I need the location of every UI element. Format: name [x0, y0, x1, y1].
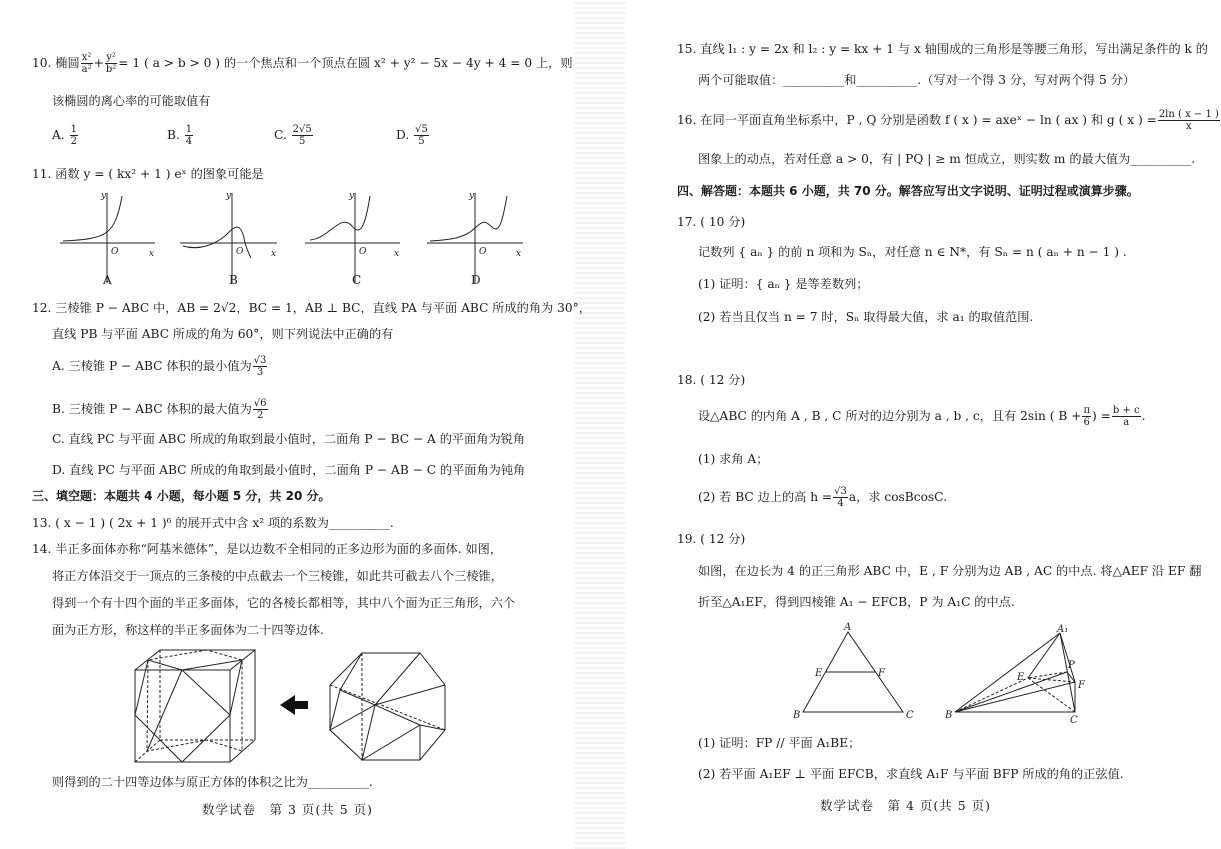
- q14-line2: 将正方体沿交于一顶点的三条棱的中点截去一个三棱锥，如此共可截去八个三棱锥，: [52, 569, 503, 583]
- q14-last: 则得到的二十四等边体与原正方体的体积之比为__________.: [52, 775, 373, 789]
- graph-c-origin: O: [359, 247, 367, 257]
- graph-c-curve: [310, 196, 370, 240]
- q19-line2: 折至△A₁EF，得到四棱锥 A₁ − EFCB，P 为 A₁C 的中点.: [698, 595, 1015, 609]
- q18-title: 18. ( 12 分): [677, 373, 746, 387]
- q18-part2: (2) 若 BC 边上的高 h = $\frac{√3}{4}$ a，求 cosBcosC.: [698, 486, 947, 509]
- q12-line1: 12. 三棱锥 P − ABC 中，AB = 2√2，BC = 1，AB ⊥ BC，直线 PA 与平面 ABC 所成的角为 30°，: [32, 301, 591, 315]
- q19-line1: 如图，在边长为 4 的正三角形 ABC 中，E , F 分别为边 AB , AC 的中点. 将△AEF 沿 EF 翻: [698, 564, 1202, 578]
- q11-graphs: [55, 188, 525, 288]
- ellipse-x-fraction: $\frac{\text{x²}}{\text{a²}}$: [81, 52, 92, 75]
- q12-option-c: C. 直线 PC 与平面 ABC 所成的角取到最小值时，二面角 P − BC − A 的平面角为锐角: [52, 432, 526, 446]
- graph-b-x-label: x: [271, 249, 277, 259]
- q17-part2: (2) 若当且仅当 n = 7 时，Sₙ 取得最大值，求 a₁ 的取值范围.: [698, 310, 1034, 324]
- base-bcf: [955, 682, 1075, 712]
- q17-title: 17. ( 10 分): [677, 215, 746, 229]
- graph-d-y-label: y: [469, 191, 475, 201]
- q10-line2: 该椭圆的离心率的可能取值有: [52, 94, 211, 108]
- q19-part1: (1) 证明：FP // 平面 A₁BE；: [698, 736, 861, 750]
- q10-label: 10. 椭圆: [32, 56, 80, 70]
- graph-a-origin: O: [111, 247, 119, 257]
- graph-d-origin: O: [479, 247, 487, 257]
- q12-option-a: A. 三棱锥 P − ABC 体积的最小值为 $\frac{√3}{3}$: [52, 355, 267, 378]
- section-3-heading: 三、填空题：本题共 4 小题，每小题 5 分，共 20 分。: [32, 489, 331, 503]
- fig2-label-e: E: [1017, 672, 1025, 683]
- graph-b-label: B: [229, 273, 238, 287]
- graph-a-curve: [63, 196, 122, 241]
- q18-stem: 设△ABC 的内角 A , B , C 所对的边分别为 a , b , c，且有 2sin ( B + $\frac{\pi}{6}$ ) = $\frac{b + c}{a}$ .: [698, 405, 1146, 428]
- q13-text: 13. ( x − 1 ) ( 2x + 1 )⁶ 的展开式中含 x² 项的系数为__________.: [32, 516, 394, 530]
- graph-a-y-label: y: [101, 191, 107, 201]
- q14-figure: [130, 645, 455, 765]
- left-page: [0, 0, 591, 849]
- q12-option-d: D. 直线 PC 与平面 ABC 所成的角取到最小值时，二面角 P − AB − C 的平面角为钝角: [52, 463, 526, 477]
- ellipse-y-fraction: $\frac{\text{y²}}{\text{b²}}$: [105, 52, 117, 75]
- q18-part1: (1) 求角 A；: [698, 452, 769, 466]
- q16-line2: 图象上的动点，若对任意 a > 0，有 | PQ | ≥ m 恒成立，则实数 m 的最大值为__________.: [698, 152, 1196, 166]
- graph-a-x-label: x: [149, 249, 155, 259]
- fig1-label-e: E: [815, 668, 823, 679]
- cuboctahedron-drawing: [330, 653, 445, 760]
- q19-figures: [785, 620, 1085, 725]
- q15-line2: 两个可能取值：__________和__________.（写对一个得 3 分，写对两个得 5 分）: [698, 73, 1136, 87]
- graph-d-x-label: x: [516, 249, 522, 259]
- q19-part2: (2) 若平面 A₁EF ⊥ 平面 EFCB，求直线 A₁F 与平面 BFP 所成的角的正弦值.: [698, 767, 1124, 781]
- fig2-label-a1: A₁: [1057, 624, 1069, 635]
- fig1-label-f: F: [878, 668, 885, 679]
- q15-line1: 15. 直线 l₁ : y = 2x 和 l₂ : y = kx + 1 与 x 轴围成的三角形是等腰三角形，写出满足条件的 k 的: [677, 42, 1208, 56]
- graph-c-y-label: y: [349, 191, 355, 201]
- section-4-heading: 四、解答题：本题共 6 小题，共 70 分。解答应写出文字说明、证明过程或演算步骤。: [677, 184, 1139, 198]
- fig2-label-f: F: [1078, 680, 1085, 691]
- q14-line3: 得到一个有十四个面的半正多面体，它的各棱长都相等，其中八个面为正三角形，六个: [52, 596, 516, 610]
- fig1-label-b: B: [793, 710, 801, 721]
- q10-option-d: D. $\frac{√5}{5}$: [396, 124, 428, 147]
- graph-d-curve: [430, 196, 507, 241]
- g-fraction: $\frac{2\ln ( x - 1 )}{x}$: [1158, 109, 1219, 132]
- q19-title: 19. ( 12 分): [677, 532, 746, 546]
- q12-line2: 直线 PB 与平面 ABC 所成的角为 60°，则下列说法中正确的有: [52, 327, 394, 341]
- fig2-label-c: C: [1070, 715, 1078, 726]
- q10-line1: 10. 椭圆 $\frac{\text{x²}}{\text{a²}}$ + $\frac{\text{y²}}{\text{b²}}$ = 1 ( a > b > 0 ) 的一个焦点和一个顶点在圆 x² + y² − 5x − 4y + 4 = 0 上，则: [32, 52, 573, 75]
- fig1-label-c: C: [906, 710, 914, 721]
- q10-option-a: A. $\frac{1}{2}$: [52, 124, 77, 147]
- q14-line4: 面为正方形，称这样的半正多面体为二十四等边体.: [52, 623, 324, 637]
- fig1-label-a: A: [844, 622, 852, 633]
- graph-c-x-label: x: [394, 249, 400, 259]
- q10-option-c: C. $\frac{2√5}{5}$: [274, 124, 312, 147]
- q14-line1: 14. 半正多面体亦称“阿基米德体”，是以边数不全相同的正多边形为面的多面体. 如图，: [32, 542, 503, 556]
- q17-part1: (1) 证明：{ aₙ } 是等差数列；: [698, 277, 869, 291]
- q10-condition: = 1 ( a > b > 0 ) 的一个焦点和一个顶点在圆 x² + y² − 5x − 4y + 4 = 0 上，则: [118, 56, 573, 70]
- q10-option-b: B. $\frac{1}{4}$: [167, 124, 193, 147]
- q11-text: 11. 函数 y = ( kx² + 1 ) eˣ 的图象可能是: [32, 167, 264, 181]
- q12-option-b: B. 三棱锥 P − ABC 体积的最大值为 $\frac{√6}{2}$: [52, 398, 267, 421]
- page-gutter: [575, 0, 625, 849]
- q16-line1: 16. 在同一平面直角坐标系中，P , Q 分别是函数 f ( x ) = axeˣ − ln ( ax ) 和 g ( x ) = $\frac{2\ln ( x - 1 )}{x}$: [677, 109, 1219, 132]
- right-footer: 数学试卷 第 4 页(共 5 页): [820, 798, 992, 813]
- arrow-right-icon: [280, 695, 308, 715]
- graph-c-label: C: [352, 273, 362, 287]
- left-footer: 数学试卷 第 3 页(共 5 页): [202, 802, 374, 817]
- graph-a-label: A: [103, 273, 112, 287]
- fig2-label-b: B: [945, 710, 953, 721]
- graph-b-y-label: y: [226, 191, 232, 201]
- right-page: [625, 0, 1219, 849]
- graph-b-origin: O: [236, 247, 244, 257]
- fig2-label-p: P: [1068, 660, 1075, 671]
- q17-stem: 记数列 { aₙ } 的前 n 项和为 Sₙ，对任意 n ∈ N*，有 Sₙ = n ( aₙ + n − 1 ) .: [698, 245, 1127, 259]
- graph-d-label: D: [471, 273, 481, 287]
- cube-drawing: [135, 650, 255, 762]
